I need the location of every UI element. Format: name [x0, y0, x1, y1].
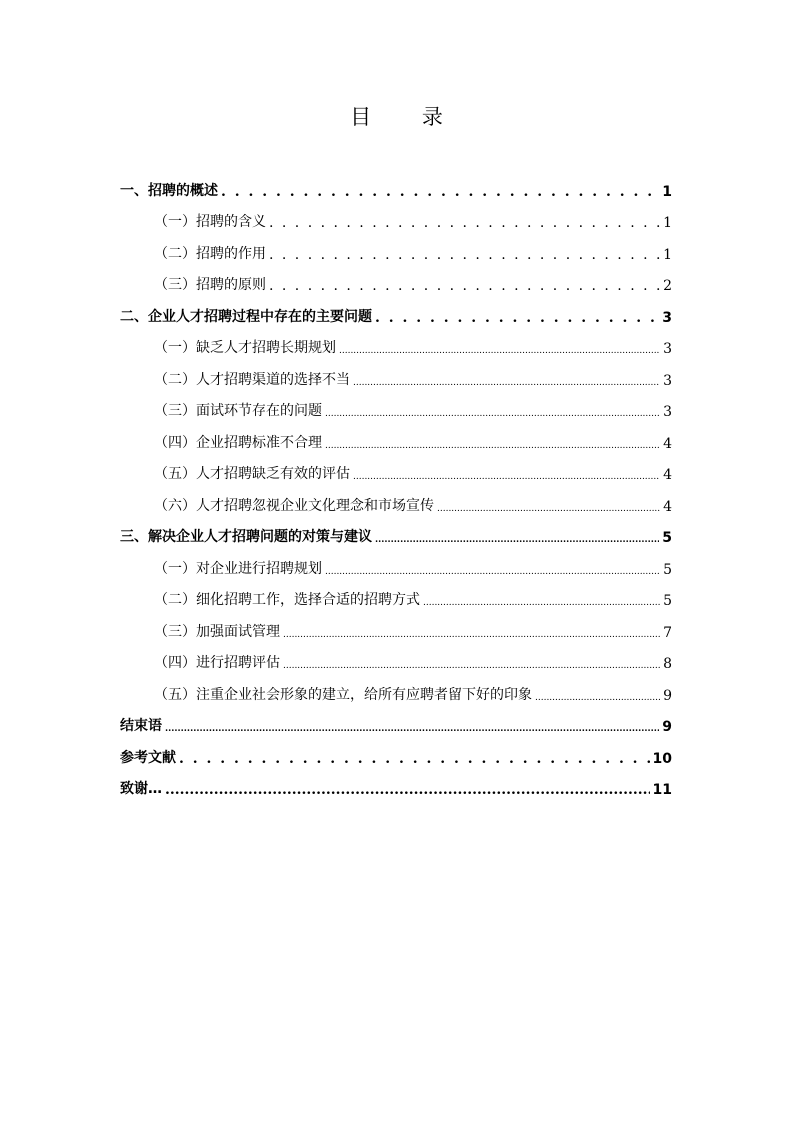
toc-entry-label: （二）细化招聘工作，选择合适的招聘方式	[154, 592, 420, 608]
toc-leader-dots	[269, 278, 660, 296]
toc-entry[interactable]	[120, 454, 672, 486]
toc-leader-dots	[339, 346, 660, 359]
toc-leader-dots	[423, 598, 660, 611]
toc-leader-dots	[269, 247, 660, 265]
toc-leader-dots	[375, 535, 659, 548]
toc-entry[interactable]	[120, 485, 672, 517]
toc-entry-page: 3	[663, 372, 672, 389]
toc-entry[interactable]	[120, 296, 672, 328]
toc-leader-dots	[283, 630, 660, 643]
toc-entry-page: 5	[662, 530, 672, 546]
toc-leader-dots	[353, 472, 660, 485]
toc-entry[interactable]	[120, 674, 672, 706]
toc-entry[interactable]	[120, 706, 672, 738]
toc-entry[interactable]	[120, 391, 672, 423]
toc-entry-page: 4	[663, 498, 672, 515]
toc-entry-page: 1	[663, 246, 672, 263]
toc-leader-dots	[165, 782, 650, 800]
toc-leader-dots	[283, 661, 660, 674]
toc-entry-label: （一）缺乏人才招聘长期规划	[154, 340, 336, 356]
toc-entry-page: 2	[663, 278, 672, 294]
toc-leader-dots	[325, 409, 660, 422]
toc-entry[interactable]	[120, 170, 672, 202]
toc-leader-dots	[325, 567, 660, 580]
toc-entry-label: （三）招聘的原则	[154, 277, 266, 293]
toc-entry-page: 1	[662, 183, 672, 200]
toc-entry[interactable]	[120, 580, 672, 612]
toc-entry-label: 二、企业人才招聘过程中存在的主要问题	[120, 308, 372, 325]
toc-entry-page: 3	[662, 309, 672, 326]
toc-entry-page: 8	[663, 656, 672, 672]
toc-entry-label: （三）面试环节存在的问题	[154, 403, 322, 419]
toc-leader-dots	[165, 724, 659, 737]
toc-entry-page: 9	[662, 719, 672, 735]
toc-title: 目 录	[350, 105, 465, 129]
toc-entry-label: 一、招聘的概述	[120, 182, 218, 199]
toc-entry[interactable]	[120, 265, 672, 297]
table-of-contents	[120, 170, 672, 800]
toc-entry[interactable]	[120, 328, 672, 360]
toc-leader-dots	[221, 184, 659, 202]
toc-entry-label: （五）人才招聘缺乏有效的评估	[154, 466, 350, 482]
toc-entry[interactable]	[120, 422, 672, 454]
toc-entry[interactable]	[120, 202, 672, 234]
toc-leader-dots	[179, 751, 650, 769]
toc-entry-label: （四）企业招聘标准不合理	[154, 434, 322, 451]
toc-leader-dots	[353, 378, 660, 391]
toc-entry-label: 致谢…	[120, 781, 162, 797]
toc-entry-page: 4	[663, 467, 672, 483]
toc-leader-dots	[535, 693, 660, 706]
toc-entry-page: 3	[663, 341, 672, 357]
toc-entry-label: （一）对企业进行招聘规划	[154, 560, 322, 577]
toc-leader-dots	[269, 215, 660, 233]
toc-entry-page: 4	[663, 435, 672, 452]
toc-entry-label: （五）注重企业社会形象的建立，给所有应聘者留下好的印象	[154, 686, 532, 703]
toc-entry-label: （四）进行招聘评估	[154, 655, 280, 671]
toc-entry-label: 结束语	[120, 718, 162, 734]
toc-entry-page: 11	[652, 782, 672, 798]
toc-entry-page: 7	[663, 624, 672, 641]
toc-entry-label: （二）人才招聘渠道的选择不当	[154, 371, 350, 388]
toc-entry-page: 1	[663, 215, 672, 231]
toc-entry-label: （三）加强面试管理	[154, 623, 280, 640]
toc-entry-label: 参考文献	[120, 749, 176, 766]
toc-entry[interactable]	[120, 643, 672, 675]
toc-entry-label: （二）招聘的作用	[154, 245, 266, 262]
toc-entry[interactable]	[120, 548, 672, 580]
toc-entry[interactable]	[120, 233, 672, 265]
toc-entry[interactable]	[120, 737, 672, 769]
toc-entry-page: 5	[663, 561, 672, 578]
toc-leader-dots	[437, 504, 660, 517]
toc-leader-dots	[375, 310, 659, 328]
toc-entry-page: 9	[663, 687, 672, 704]
toc-entry[interactable]	[120, 517, 672, 549]
toc-leader-dots	[325, 441, 660, 454]
toc-entry-page: 10	[652, 750, 672, 767]
toc-entry-label: （一）招聘的含义	[154, 214, 266, 230]
toc-entry-page: 5	[663, 593, 672, 609]
toc-entry-label: （六）人才招聘忽视企业文化理念和市场宣传	[154, 497, 434, 514]
toc-entry-page: 3	[663, 404, 672, 420]
toc-entry[interactable]	[120, 359, 672, 391]
toc-entry[interactable]	[120, 611, 672, 643]
toc-entry-label: 三、解决企业人才招聘问题的对策与建议	[120, 529, 372, 545]
toc-entry[interactable]	[120, 769, 672, 801]
